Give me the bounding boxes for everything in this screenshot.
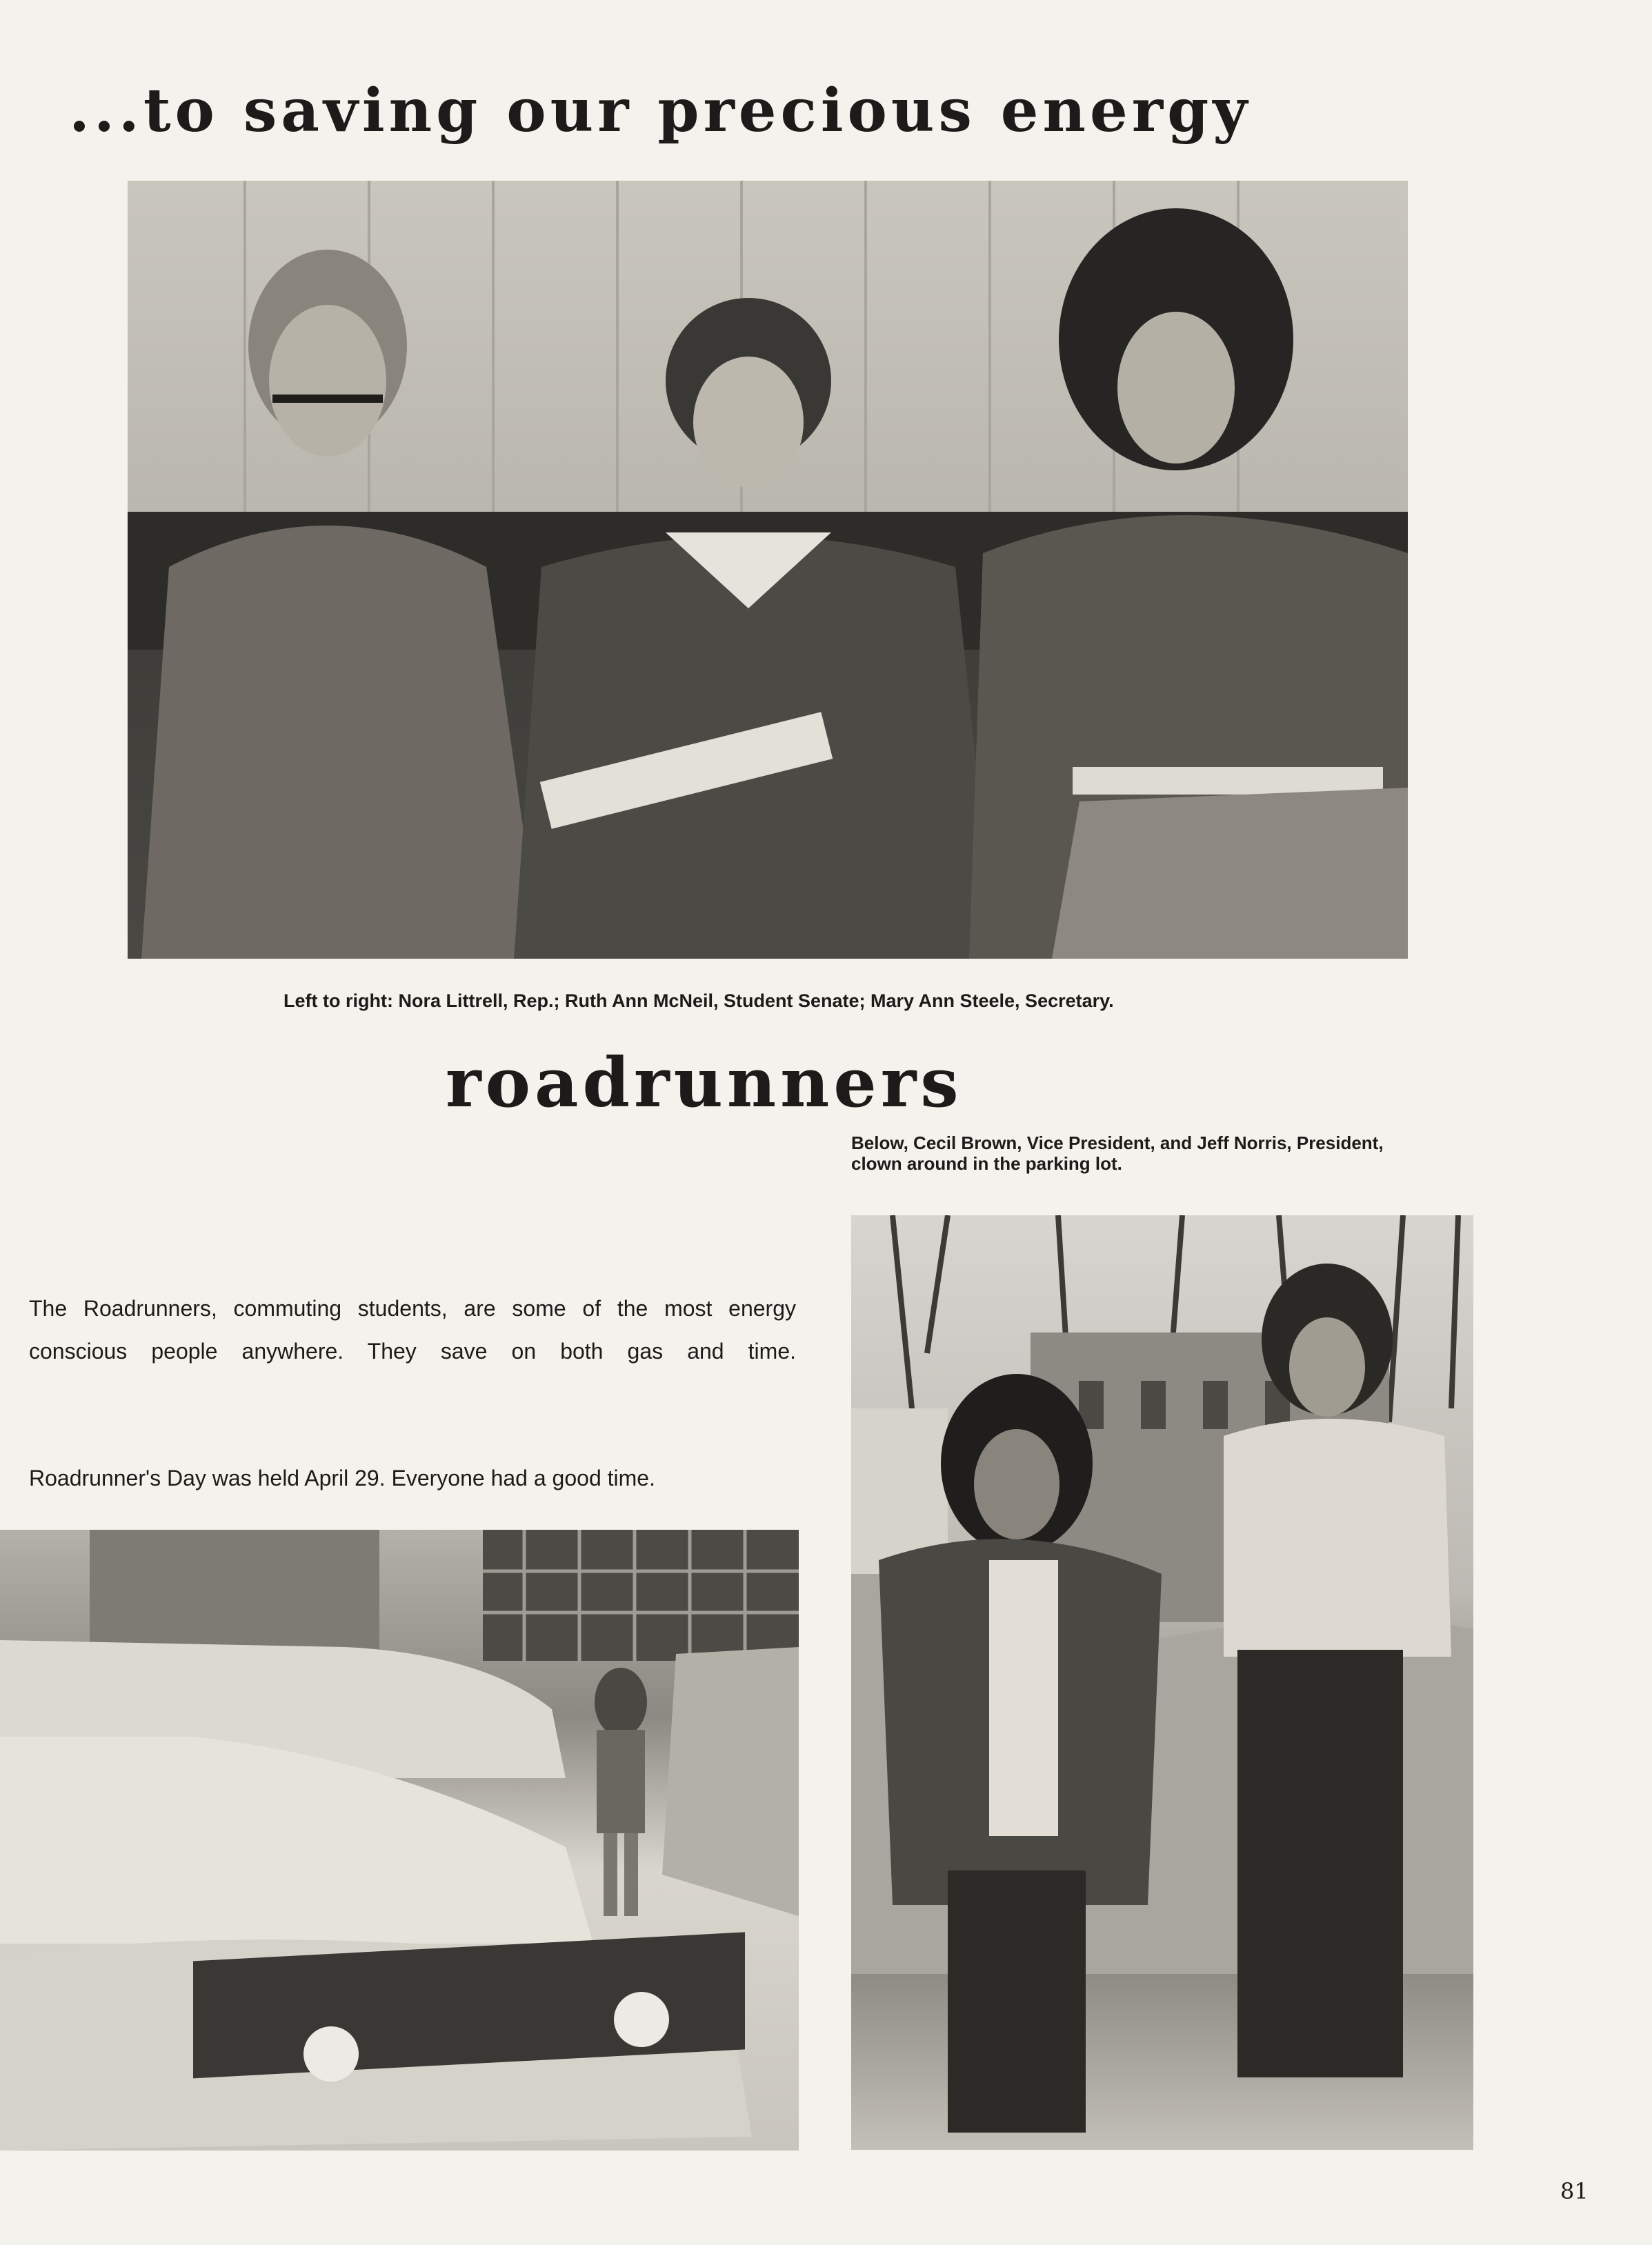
section-title: roadrunners	[446, 1044, 963, 1123]
photo-two-men	[851, 1215, 1473, 2150]
photo-parking-lot-image	[0, 1530, 799, 2151]
photo-three-women-image	[128, 181, 1408, 959]
photo-three-women	[128, 181, 1408, 959]
page-title: ...to saving our precious energy	[69, 76, 1252, 146]
right-photo-caption: Below, Cecil Brown, Vice President, and Jeff Norris, President, clown around in the parking lot.	[851, 1133, 1384, 1174]
body-paragraph-1: The Roadrunners, commuting students, are some of the most energy conscious people anywhere. They save on both gas and time.	[29, 1296, 796, 1364]
body-paragraph-2: Roadrunner's Day was held April 29. Everyone had a good time.	[29, 1466, 655, 1490]
photo-parking-lot	[0, 1530, 799, 2151]
photo-two-men-image	[851, 1215, 1473, 2150]
page-number: 81	[1560, 2178, 1589, 2204]
top-photo-caption: Left to right: Nora Littrell, Rep.; Ruth Ann McNeil, Student Senate; Mary Ann Steele, Secretary.	[283, 990, 1114, 1011]
